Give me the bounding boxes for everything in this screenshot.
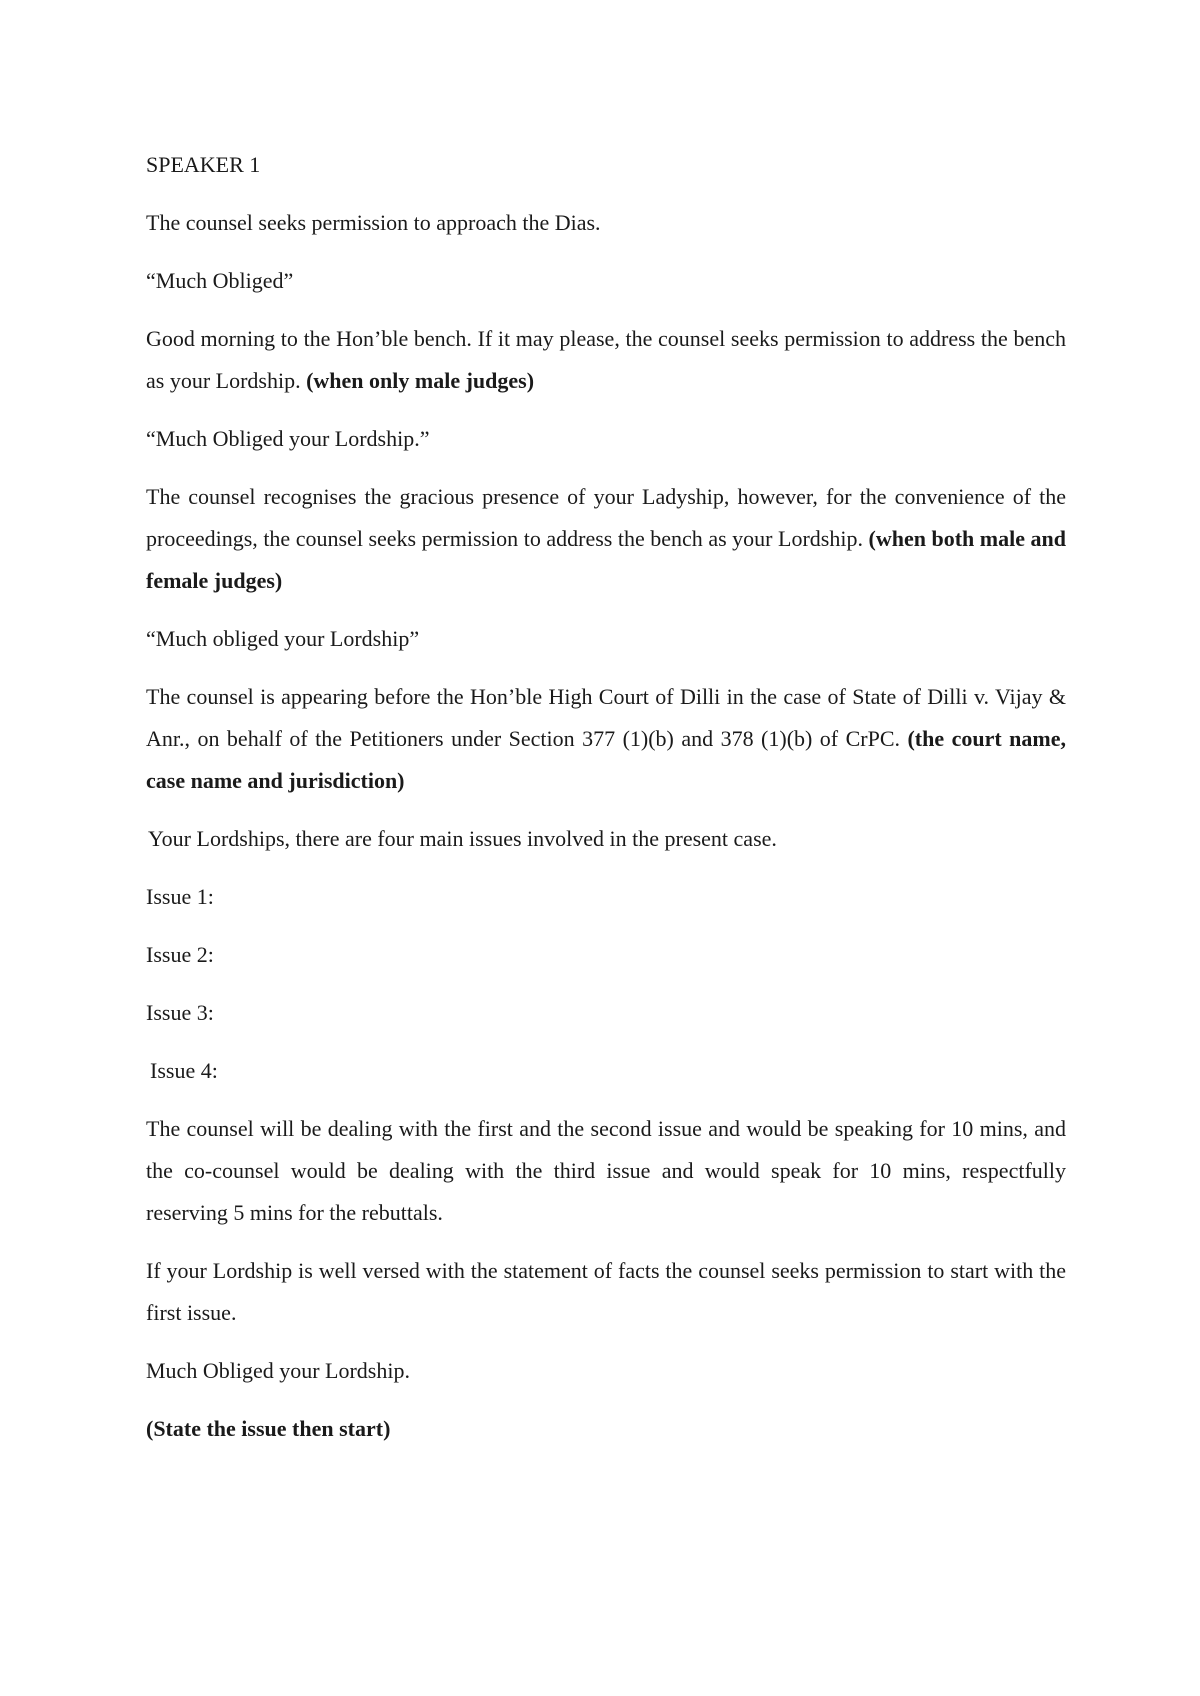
issue-1: Issue 1: — [146, 884, 214, 909]
ladyship-text: The counsel recognises the gracious presence of your Ladyship, however, for the convenience of the proceedings, the counsel seeks permission to address the bench as your Lordship. — [146, 484, 1066, 551]
mixed-judges-note: (when both male and female judges) — [146, 526, 1067, 593]
ladyship-paragraph — [146, 476, 1066, 602]
good-morning-text: Good morning to the Hon’ble bench. If it may please, the counsel seeks permission to address the bench as your Lordship. — [146, 326, 1066, 393]
jurisdiction-note: (the court name, case name and jurisdiction) — [146, 726, 1066, 793]
statement-of-facts-paragraph: If your Lordship is well versed with the statement of facts the counsel seeks permission to start with the first issue. — [146, 1258, 1066, 1325]
speaker-heading: SPEAKER 1 — [146, 152, 261, 177]
state-issue-note: (State the issue then start) — [146, 1416, 391, 1441]
much-obliged-line-3: “Much obliged your Lordship” — [146, 626, 420, 651]
male-judges-note: (when only male judges) — [306, 368, 535, 393]
time-allocation-paragraph: The counsel will be dealing with the first and the second issue and would be speaking for 10 mins, and the co-counsel would be dealing with the third issue and would speak for 10 mins, respectfully reserving 5 mins for the rebuttals. — [146, 1116, 1066, 1225]
issues-intro-paragraph: Your Lordships, there are four main issues involved in the present case. — [148, 826, 777, 851]
appearing-paragraph — [146, 676, 1066, 802]
much-obliged-line-1: “Much Obliged” — [146, 268, 294, 293]
issue-3: Issue 3: — [146, 1000, 214, 1025]
closing-line: Much Obliged your Lordship. — [146, 1358, 410, 1383]
approach-paragraph: The counsel seeks permission to approach the Dias. — [146, 210, 601, 235]
issue-4: Issue 4: — [150, 1058, 218, 1083]
issue-2: Issue 2: — [146, 942, 214, 967]
appearing-text: The counsel is appearing before the Hon’ble High Court of Dilli in the case of State of Dilli v. Vijay & Anr., on behalf of the Petitioners under Section 377 (1)(b) and 378 (1)(b) of CrPC. — [146, 684, 1066, 751]
good-morning-paragraph — [146, 318, 1066, 402]
document-body — [146, 144, 1066, 1466]
much-obliged-line-2: “Much Obliged your Lordship.” — [146, 426, 430, 451]
